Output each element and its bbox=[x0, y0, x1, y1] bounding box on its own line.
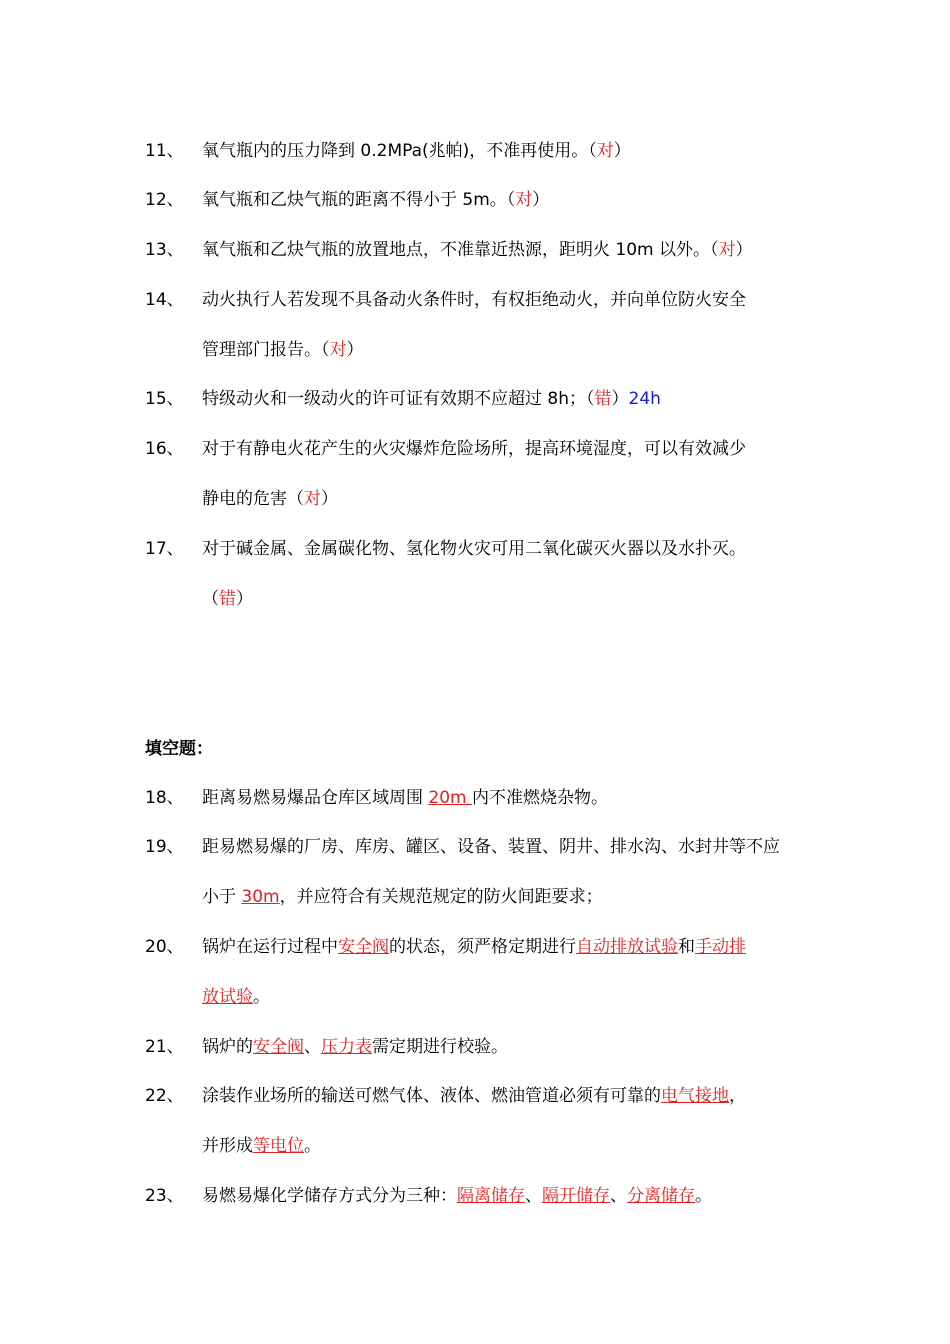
answer-mark: 错 bbox=[594, 389, 612, 409]
item-number: 16、 bbox=[145, 439, 184, 459]
item-number: 11、 bbox=[145, 141, 184, 161]
blank-answer: 自动排放试验 bbox=[576, 937, 678, 957]
section-heading-fill-in: 填空题： bbox=[145, 739, 213, 759]
blank-answer: 隔离储存 bbox=[457, 1186, 525, 1206]
blank-answer: 压力表 bbox=[321, 1037, 372, 1057]
blank-answer: 等电位 bbox=[253, 1136, 304, 1156]
blank-answer: 放试验 bbox=[202, 987, 253, 1007]
item-number: 19、 bbox=[145, 837, 184, 857]
blank-answer: 手动排 bbox=[695, 937, 746, 957]
item-text: 易燃易爆化学储存方式分为三种：隔离储存、隔开储存、分离储存。 bbox=[202, 1186, 712, 1206]
blank-answer: 30m bbox=[241, 887, 280, 907]
item-number: 23、 bbox=[145, 1186, 184, 1206]
item-number: 12、 bbox=[145, 190, 184, 210]
item-text: 对于碱金属、金属碳化物、氢化物火灾可用二氧化碳灭火器以及水扑灭。 （错） bbox=[202, 539, 746, 609]
item-number: 20、 bbox=[145, 937, 184, 957]
item-text: 氧气瓶和乙炔气瓶的放置地点，不准靠近热源，距明火 10m 以外。（对） bbox=[202, 240, 753, 260]
answer-mark: 对 bbox=[515, 190, 533, 210]
item-text: 距易燃易爆的厂房、库房、罐区、设备、装置、阴井、排水沟、水封井等不应 小于 30m，并应符合有关规范规定的防火间距要求； bbox=[202, 837, 780, 907]
answer-mark: 对 bbox=[596, 141, 614, 161]
answer-mark: 对 bbox=[718, 240, 736, 260]
correction-text: 24h bbox=[628, 389, 661, 409]
item-text: 锅炉的安全阀、压力表需定期进行校验。 bbox=[202, 1037, 508, 1057]
item-text: 对于有静电火花产生的火灾爆炸危险场所，提高环境湿度，可以有效减少 静电的危害（对） bbox=[202, 439, 746, 509]
item-number: 22、 bbox=[145, 1086, 184, 1106]
item-text: 氧气瓶内的压力降到 0.2MPa(兆帕)，不准再使用。（对） bbox=[202, 141, 631, 161]
answer-mark: 对 bbox=[304, 489, 321, 509]
blank-answer: 安全阀 bbox=[338, 937, 389, 957]
item-text: 锅炉在运行过程中安全阀的状态，须严格定期进行自动排放试验和手动排 放试验。 bbox=[202, 937, 746, 1007]
item-number: 18、 bbox=[145, 788, 184, 808]
item-text: 氧气瓶和乙炔气瓶的距离不得小于 5m。（对） bbox=[202, 190, 550, 210]
blank-answer: 隔开储存 bbox=[542, 1186, 610, 1206]
item-number: 13、 bbox=[145, 240, 184, 260]
item-number: 14、 bbox=[145, 290, 184, 310]
item-text: 涂装作业场所的输送可燃气体、液体、燃油管道必须有可靠的电气接地， 并形成等电位。 bbox=[202, 1086, 746, 1156]
item-text: 特级动火和一级动火的许可证有效期不应超过 8h；（错）24h bbox=[202, 389, 661, 409]
answer-mark: 对 bbox=[329, 340, 347, 360]
item-text: 距离易燃易爆品仓库区域周围 20m 内不准燃烧杂物。 bbox=[202, 788, 609, 808]
blank-answer: 安全阀 bbox=[253, 1037, 304, 1057]
item-number: 21、 bbox=[145, 1037, 184, 1057]
item-number: 17、 bbox=[145, 539, 184, 559]
blank-answer: 分离储存 bbox=[627, 1186, 695, 1206]
blank-answer: 20m bbox=[428, 788, 473, 808]
item-number: 15、 bbox=[145, 389, 184, 409]
item-text: 动火执行人若发现不具备动火条件时，有权拒绝动火，并向单位防火安全 管理部门报告。（对） bbox=[202, 290, 746, 360]
answer-mark: 错 bbox=[219, 589, 236, 609]
blank-answer: 电气接地 bbox=[661, 1086, 729, 1106]
